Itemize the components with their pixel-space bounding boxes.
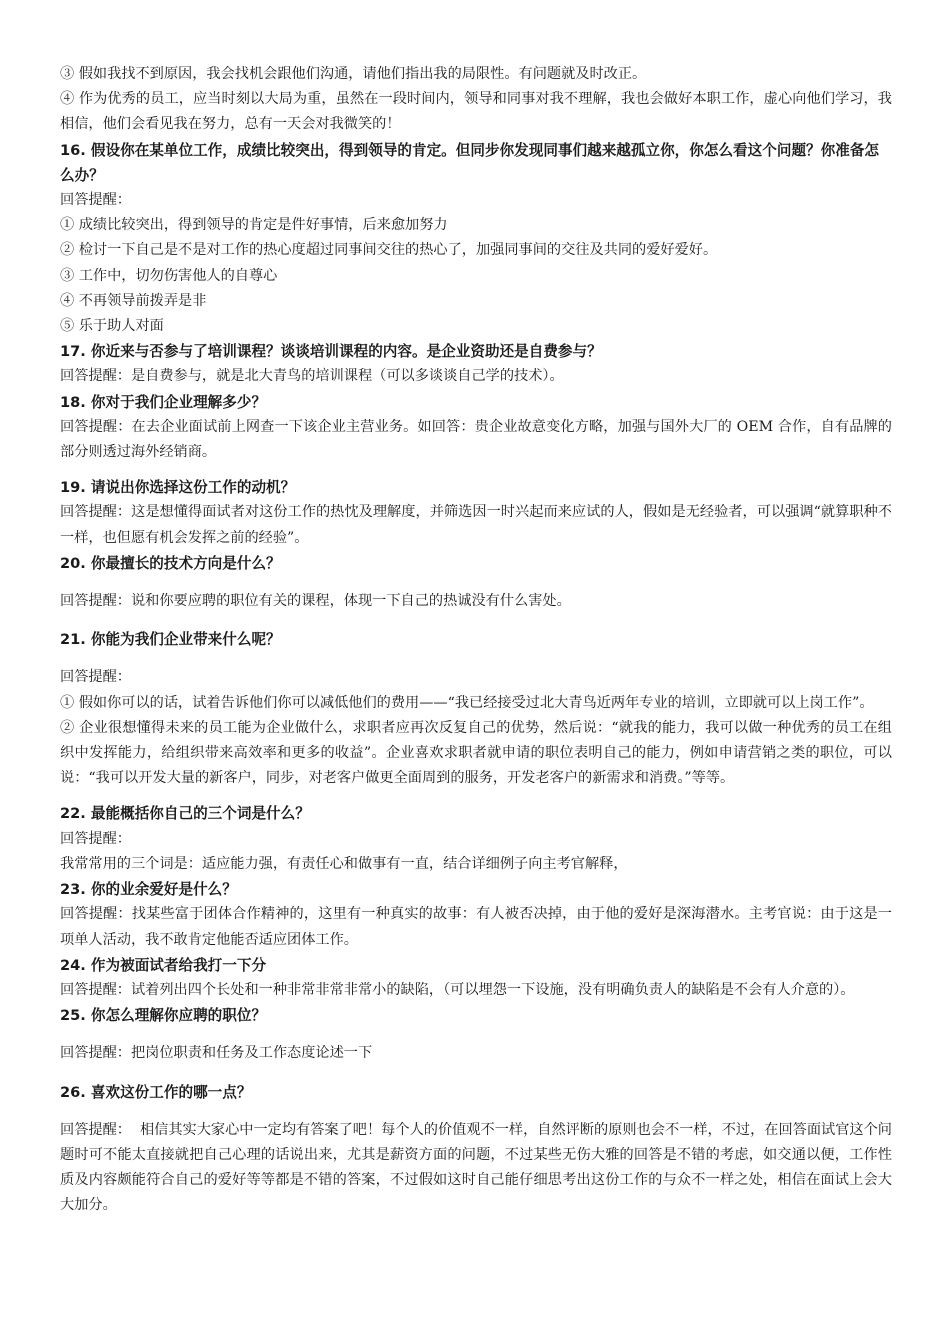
answer-paragraph: 回答提醒： 相信其实大家心中一定均有答案了吧！每个人的价值观不一样，自然评断的原则也会不一样，不过，在回答面试官这个问题时可不能太直接就把自己心理的话说出来，尤其是薪资方面的问题，不过某些无伤大雅的回答是不错的考虑，如交通以便，工作性质及内容颇能符合自己的爱好等等都是不错的答案，不过假如这时自己能仔细思考出这份工作的与众不一样之处，相信在面试上会大大加分。 — [60, 1121, 892, 1214]
answer-paragraph: 回答提醒：在去企业面试前上网查一下该企业主营业务。如回答：贵企业故意变化方略，加强与国外大厂的 OEM 合作，自有品牌的部分则透过海外经销商。 — [60, 418, 892, 461]
question-heading: 25. 你怎么理解你应聘的职位？ — [60, 1007, 267, 1025]
question-heading: 26. 喜欢这份工作的哪一点？ — [60, 1083, 252, 1101]
answer-paragraph: ⑤ 乐于助人对面 — [60, 318, 164, 335]
answer-paragraph: ④ 不再领导前拨弄是非 — [60, 292, 207, 309]
answer-paragraph: ③ 假如我找不到原因，我会找机会跟他们沟通，请他们指出我的局限性。有问题就及时改正。 — [60, 66, 647, 82]
answer-paragraph: 回答提醒：找某些富于团体合作精神的，这里有一种真实的故事：有人被否决掉，由于他的爱好是深海潜水。主考官说：由于这是一项单人活动，我不敢肯定他能否适应团体工作。 — [60, 906, 892, 948]
answer-paragraph: 回答提醒：把岗位职责和任务及工作态度论述一下 — [60, 1045, 373, 1062]
question-heading: 19. 请说出你选择这份工作的动机？ — [60, 479, 296, 497]
document-body — [60, 62, 892, 1219]
answer-paragraph: ② 检讨一下自己是不是对工作的热心度超过同事间交往的热心了，加强同事间的交往及共同的爱好爱好。 — [60, 242, 718, 259]
answer-paragraph: 回答提醒： — [60, 830, 131, 847]
answer-paragraph: 回答提醒： — [60, 669, 131, 686]
question-heading: 16. 假设你在某单位工作，成绩比较突出，得到领导的肯定。但同步你发现同事们越来越孤立你，你怎么看这个问题？你准备怎么办？ — [60, 141, 880, 184]
answer-paragraph: 回答提醒：是自费参与，就是北大青鸟的培训课程（可以多谈谈自己学的技术）。 — [60, 368, 564, 385]
answer-paragraph: ① 成绩比较突出，得到领导的肯定是件好事情，后来愈加努力 — [60, 217, 448, 234]
question-heading: 21. 你能为我们企业带来什么呢？ — [60, 631, 281, 649]
answer-paragraph: ④ 作为优秀的员工，应当时刻以大局为重，虽然在一段时间内，领导和同事对我不理解，我也会做好本职工作，虚心向他们学习，我相信，他们会看见我在努力，总有一天会对我微笑的！ — [60, 91, 892, 133]
answer-paragraph: 回答提醒： — [60, 192, 131, 209]
answer-paragraph: 回答提醒：试着列出四个长处和一种非常非常非常小的缺陷，（可以埋怨一下设施，没有明确负责人的缺陷是不会有人介意的）。 — [60, 981, 855, 998]
question-heading: 24. 作为被面试者给我打一下分 — [60, 956, 267, 974]
answer-paragraph: 回答提醒：说和你要应聘的职位有关的课程，体现一下自己的热诚没有什么害处。 — [60, 593, 571, 610]
answer-paragraph: 回答提醒：这是想懂得面试者对这份工作的热忱及理解度，并筛选因一时兴起而来应试的人，假如是无经验者，可以强调“就算职种不一样，也但愿有机会发挥之前的经验”。 — [60, 504, 892, 546]
answer-paragraph: ③ 工作中，切勿伤害他人的自尊心 — [60, 267, 278, 284]
question-heading: 18. 你对于我们企业理解多少？ — [60, 393, 267, 411]
question-heading: 17. 你近来与否参与了培训课程？谈谈培训课程的内容。是企业资助还是自费参与？ — [60, 343, 602, 361]
question-heading: 20. 你最擅长的技术方向是什么？ — [60, 554, 281, 572]
answer-paragraph: 我常常用的三个词是：适应能力强，有责任心和做事有一直，结合详细例子向主考官解释， — [60, 855, 628, 872]
answer-paragraph: ① 假如你可以的话，试着告诉他们你可以减低他们的费用——“我已经接受过北大青鸟近两年专业的培训，立即就可以上岗工作”。 — [60, 694, 874, 711]
question-heading: 22. 最能概括你自己的三个词是什么？ — [60, 805, 310, 823]
question-heading: 23. 你的业余爱好是什么？ — [60, 881, 237, 899]
answer-paragraph: ② 企业很想懂得未来的员工能为企业做什么，求职者应再次反复自己的优势，然后说：“就我的能力，我可以做一种优秀的员工在组织中发挥能力，给组织带来高效率和更多的收益”。企业喜欢求职者就申请的职位表明自己的能力，例如申请营销之类的职位，可以说：“我可以开发大量的新客户，同步，对老客户做更全面周到的服务，开发老客户的新需求和消费。”等等。 — [60, 719, 892, 787]
